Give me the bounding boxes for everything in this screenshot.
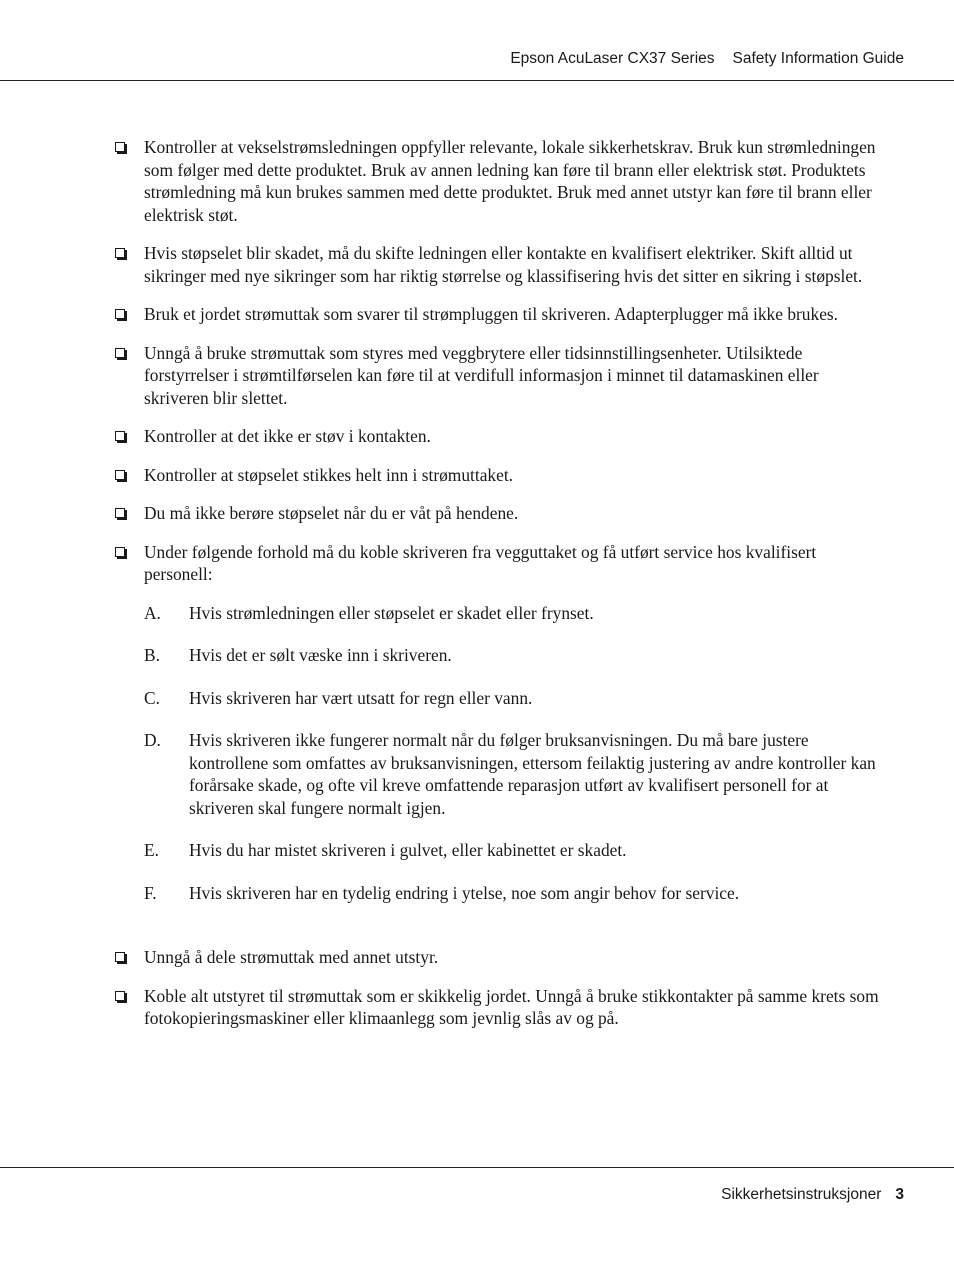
footer-section: Sikkerhetsinstruksjoner <box>721 1186 882 1203</box>
bullet-text: Bruk et jordet strømuttak som svarer til strømpluggen til skriveren. Adapterplugger må ikke brukes. <box>144 304 839 324</box>
sub-item-letter: E. <box>144 840 159 860</box>
list-item <box>115 242 880 287</box>
sub-item-text: Hvis det er sølt væske inn i skriveren. <box>189 645 452 665</box>
sub-list-item <box>144 644 880 667</box>
footer-rule <box>0 1167 954 1168</box>
bullet-text: Kontroller at støpselet stikkes helt inn i strømuttaket. <box>144 464 514 485</box>
bullet-text: Unngå å dele strømuttak med annet utstyr. <box>144 947 439 967</box>
list-item <box>115 136 880 226</box>
checkbox-bullet-icon <box>115 348 125 358</box>
list-item <box>115 464 880 487</box>
header-rule <box>0 80 954 81</box>
list-item <box>115 303 880 326</box>
bullet-text: Unngå å bruke strømuttak som styres med veggbrytere eller tidsinnstillingsenheter. Utilsiktede forstyrrelser i strømtilførselen kan føre til at verdifull informasjon i minnet til datamaskinen eller skriveren blir slettet. <box>144 342 819 408</box>
sub-item-letter: B. <box>144 645 160 665</box>
checkbox-bullet-icon <box>115 952 125 962</box>
sub-list-item <box>144 839 880 862</box>
bullet-text: Kontroller at vekselstrømsledningen oppfyller relevante, lokale sikkerhetskrav. Bruk kun strømledningen som følger med dette produktet. Bruk av annen ledning kan føre til brann eller elektrisk støt. Produktets strømledning må kun brukes sammen med dette produktet. Bruk med annet utstyr kan føre til brann eller elektrisk støt. <box>144 137 876 225</box>
bullet-text: Koble alt utstyret til strømuttak som er skikkelig jordet. Unngå å bruke stikkontakter på samme krets som fotokopieringsmaskiner eller klimaanlegg som jevnlig slås av og på. <box>144 985 879 1028</box>
header-product: Epson AcuLaser CX37 Series <box>510 50 715 67</box>
checkbox-bullet-icon <box>115 470 125 480</box>
checkbox-bullet-icon <box>115 508 125 518</box>
list-item <box>115 541 880 905</box>
bullet-text: Under følgende forhold må du koble skriveren fra vegguttaket og få utført service hos kvalifisert personell: <box>144 541 817 584</box>
running-header <box>510 50 904 68</box>
sub-item-text: Hvis skriveren har vært utsatt for regn eller vann. <box>189 687 533 708</box>
bullet-text: Hvis støpselet blir skadet, må du skifte ledningen eller kontakte en kvalifisert elektriker. Skift alltid ut sikringer med nye sikringer som har riktig størrelse og klassifisering hvis det sitter en sikring i støpslet. <box>144 243 863 286</box>
page-content <box>115 136 880 1046</box>
sub-list-item <box>144 602 880 625</box>
sub-item-letter: D. <box>144 730 161 750</box>
checkbox-bullet-icon <box>115 547 125 557</box>
sub-item-text: Hvis strømledningen eller støpselet er skadet eller frynset. <box>189 602 594 623</box>
sub-item-text: Hvis du har mistet skriveren i gulvet, eller kabinettet er skadet. <box>189 840 627 860</box>
header-guide-title: Safety Information Guide <box>732 50 904 67</box>
list-item <box>115 985 880 1030</box>
sub-item-letter: C. <box>144 687 160 708</box>
checkbox-bullet-icon <box>115 431 125 441</box>
checkbox-bullet-icon <box>115 309 125 319</box>
list-item <box>115 946 880 969</box>
sub-list-item <box>144 687 880 710</box>
sub-item-letter: A. <box>144 602 161 623</box>
page-number: 3 <box>895 1186 904 1203</box>
bullet-text: Du må ikke berøre støpselet når du er våt på hendene. <box>144 503 519 523</box>
sub-list-item <box>144 729 880 819</box>
service-conditions-list <box>144 602 880 905</box>
list-item <box>115 425 880 448</box>
sub-list-item <box>144 882 880 905</box>
bullet-text: Kontroller at det ikke er støv i kontakten. <box>144 426 431 446</box>
checkbox-bullet-icon <box>115 991 125 1001</box>
checkbox-bullet-icon <box>115 248 125 258</box>
running-footer <box>721 1186 904 1204</box>
sub-item-text: Hvis skriveren ikke fungerer normalt når du følger bruksanvisningen. Du må bare justere kontrollene som omfattes av bruksanvisningen, ettersom feilaktig justering av andre kontroller kan forårsake skade, og ofte vil kreve omfattende reparasjon utført av kvalifisert personell for at skriveren skal fungere normalt igjen. <box>189 730 876 818</box>
sub-item-text: Hvis skriveren har en tydelig endring i ytelse, noe som angir behov for service. <box>189 882 740 903</box>
checkbox-bullet-icon <box>115 142 125 152</box>
list-item <box>115 502 880 525</box>
sub-item-letter: F. <box>144 882 157 903</box>
list-item <box>115 342 880 410</box>
